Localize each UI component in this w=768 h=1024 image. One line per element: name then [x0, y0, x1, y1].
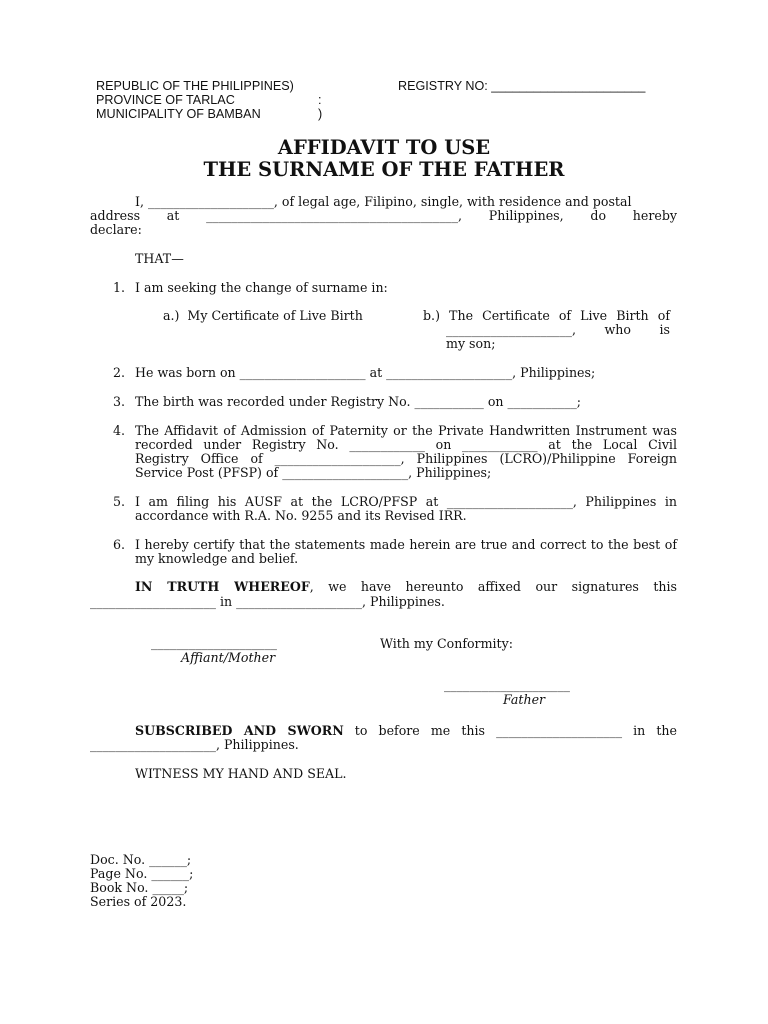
- header-republic: REPUBLIC OF THE PHILIPPINES): [96, 79, 294, 93]
- intro-line2: address at ________________________________________, Philippines, do hereby: [90, 208, 677, 223]
- header-province: PROVINCE OF TARLAC: [96, 93, 235, 107]
- document-title-line2: THE SURNAME OF THE FATHER: [203, 158, 565, 181]
- truth-line1: [135, 580, 677, 595]
- notary-doc-no: Doc. No. ______;: [90, 852, 192, 867]
- witness-statement: WITNESS MY HAND AND SEAL.: [135, 766, 347, 781]
- item3-text: The birth was recorded under Registry No. ___________ on ___________;: [135, 394, 582, 409]
- header-registry-no: REGISTRY NO: ______________________: [398, 79, 646, 93]
- item2-number: 2.: [113, 365, 126, 380]
- item1-option-a: a.) My Certificate of Live Birth: [163, 308, 363, 323]
- truth-bold-label: IN TRUTH WHEREOF: [135, 579, 310, 594]
- item2-text: He was born on ____________________ at ____________________, Philippines;: [135, 365, 596, 380]
- notary-page-no: Page No. ______;: [90, 866, 194, 881]
- header-municipality-paren: ): [318, 107, 323, 121]
- subscribed-line1-rest: to before me this ____________________ in the: [343, 723, 677, 738]
- item1-option-b-line2: ____________________, who is: [446, 322, 670, 337]
- item4-line2: recorded under Registry No. ____________ on ____________ at the Local Civil: [135, 437, 677, 452]
- item4-line3: Registry Office of ____________________, Philippines (LCRO)/Philippine Foreign: [135, 451, 677, 466]
- header-province-colon: :: [318, 93, 322, 107]
- truth-line1-rest: , we have hereunto affixed our signatures this: [309, 579, 677, 594]
- header-municipality: MUNICIPALITY OF BAMBAN: [96, 107, 261, 121]
- subscribed-line2: ____________________, Philippines.: [90, 737, 299, 752]
- item1-number: 1.: [113, 280, 126, 295]
- item4-line4: Service Post (PFSP) of ____________________, Philippines;: [135, 465, 492, 480]
- father-signature-line: ____________________: [444, 677, 570, 692]
- that-heading: THAT—: [135, 251, 184, 266]
- item5-number: 5.: [113, 494, 126, 509]
- item1-option-b-line3: my son;: [446, 336, 496, 351]
- item1-option-b-line1: b.) The Certificate of Live Birth of: [423, 308, 670, 323]
- item5-line1: I am filing his AUSF at the LCRO/PFSP at ____________________, Philippines in: [135, 494, 677, 509]
- intro-line3: declare:: [90, 222, 142, 237]
- item6-line1: I hereby certify that the statements made herein are true and correct to the best of: [135, 537, 677, 552]
- item4-line1: The Affidavit of Admission of Paternity or the Private Handwritten Instrument was: [135, 423, 677, 438]
- truth-line2: ____________________ in ____________________, Philippines.: [90, 594, 445, 609]
- item4-number: 4.: [113, 423, 126, 438]
- father-label: Father: [503, 692, 546, 707]
- conformity-label: With my Conformity:: [380, 636, 513, 651]
- intro-line1: I, ____________________, of legal age, Filipino, single, with residence and postal: [135, 194, 632, 209]
- item6-line2: my knowledge and belief.: [135, 551, 299, 566]
- document-title-line1: AFFIDAVIT TO USE: [277, 136, 491, 159]
- item3-number: 3.: [113, 394, 126, 409]
- item5-line2: accordance with R.A. No. 9255 and its Revised IRR.: [135, 508, 467, 523]
- item1-text: I am seeking the change of surname in:: [135, 280, 388, 295]
- affiant-signature-line: ____________________: [151, 635, 277, 650]
- item6-number: 6.: [113, 537, 126, 552]
- subscribed-bold-label: SUBSCRIBED AND SWORN: [135, 723, 344, 738]
- notary-series: Series of 2023.: [90, 894, 187, 909]
- notary-book-no: Book No. _____;: [90, 880, 189, 895]
- affiant-label: Affiant/Mother: [181, 650, 276, 665]
